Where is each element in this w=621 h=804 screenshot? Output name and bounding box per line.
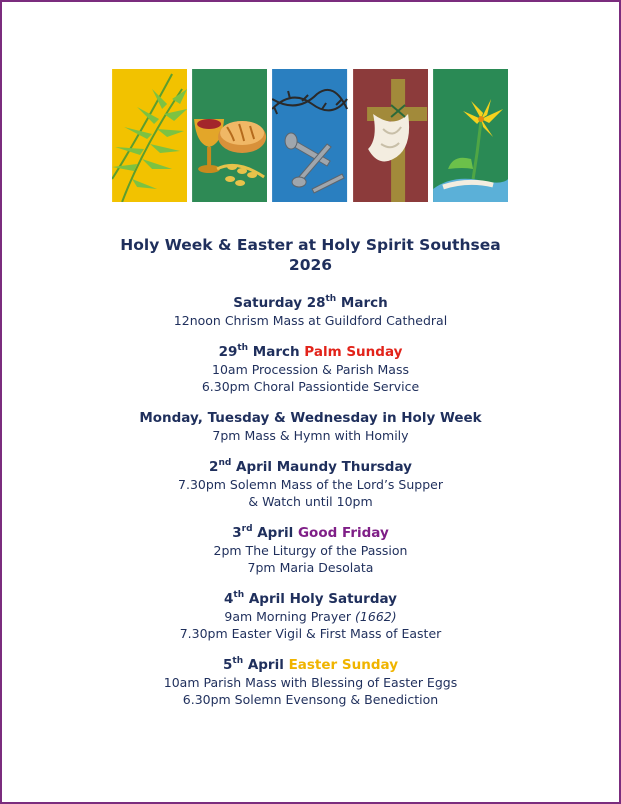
crown-of-thorns-icon: [272, 69, 347, 202]
ordinal-suffix: th: [232, 655, 244, 666]
schedule-entry: [2, 344, 619, 395]
service-line: 6.30pm Solemn Evensong & Benediction: [182, 692, 439, 707]
cross-shroud-panel: [353, 69, 428, 202]
heading-text: March: [248, 344, 305, 360]
service-line: 7pm Mass & Hymn with Homily: [212, 428, 409, 443]
chalice-bread-icon: [192, 69, 267, 202]
title-line-1: Holy Week & Easter at Holy Spirit Southsea: [120, 236, 501, 254]
heading-text: 5: [223, 657, 233, 673]
heading-text: 29: [218, 344, 238, 360]
prayer-book-note: (1662): [355, 609, 397, 624]
schedule-entry: [2, 525, 619, 576]
cross-shroud-icon: [353, 69, 428, 202]
service-line: 7.30pm Solemn Mass of the Lord’s Supper: [178, 477, 443, 492]
entry-heading: [2, 657, 619, 674]
service-line: [2, 608, 619, 625]
service-line: 10am Procession & Parish Mass: [212, 362, 409, 377]
crown-of-thorns-nails-panel: [272, 69, 347, 202]
schedule-entry: [2, 410, 619, 444]
service-text: 9am Morning Prayer: [224, 609, 356, 624]
palm-leaves-panel: [112, 69, 187, 202]
schedule-content: [2, 235, 619, 723]
heading-text: April: [252, 525, 298, 541]
holy-week-banner: [112, 69, 508, 202]
ordinal-suffix: rd: [241, 523, 253, 534]
lily-icon: [433, 69, 508, 202]
entry-heading: [2, 410, 619, 427]
heading-text: Monday, Tuesday & Wednesday in Holy Week: [139, 410, 482, 426]
ordinal-suffix: th: [237, 342, 249, 353]
service-line: 7pm Maria Desolata: [247, 560, 374, 575]
title-line-2: 2026: [288, 256, 333, 274]
heading-text: 3: [232, 525, 242, 541]
schedule-entry: [2, 295, 619, 329]
service-line: 10am Parish Mass with Blessing of Easter Eggs: [163, 675, 458, 690]
heading-text: 2: [209, 459, 219, 475]
chalice-bread-panel: [192, 69, 267, 202]
heading-text: April: [243, 657, 289, 673]
heading-text: April Maundy Thursday: [231, 459, 412, 475]
palm-leaves-icon: [112, 69, 187, 202]
entry-heading: [2, 525, 619, 542]
entry-heading: [2, 295, 619, 312]
schedule-entry: [2, 657, 619, 708]
entry-heading: [2, 344, 619, 361]
entry-heading: [2, 591, 619, 608]
ordinal-suffix: th: [325, 293, 337, 304]
page-title: [2, 235, 619, 275]
palm-sunday-label: Palm Sunday: [304, 344, 403, 360]
ordinal-suffix: th: [233, 589, 245, 600]
entry-heading: [2, 459, 619, 476]
service-line: & Watch until 10pm: [248, 494, 373, 509]
heading-text: 4: [224, 591, 234, 607]
heading-text: Saturday 28: [233, 295, 326, 311]
service-line: 6.30pm Choral Passiontide Service: [201, 379, 420, 394]
ordinal-suffix: nd: [218, 457, 232, 468]
heading-text: April Holy Saturday: [244, 591, 397, 607]
lily-panel: [433, 69, 508, 202]
schedule-entry: [2, 591, 619, 642]
heading-text: March: [336, 295, 388, 311]
service-line: 7.30pm Easter Vigil & First Mass of Easter: [179, 626, 442, 641]
easter-sunday-label: Easter Sunday: [288, 657, 398, 673]
good-friday-label: Good Friday: [297, 525, 389, 541]
schedule-entry: [2, 459, 619, 510]
service-line: 2pm The Liturgy of the Passion: [213, 543, 408, 558]
service-line: 12noon Chrism Mass at Guildford Cathedral: [173, 313, 448, 328]
